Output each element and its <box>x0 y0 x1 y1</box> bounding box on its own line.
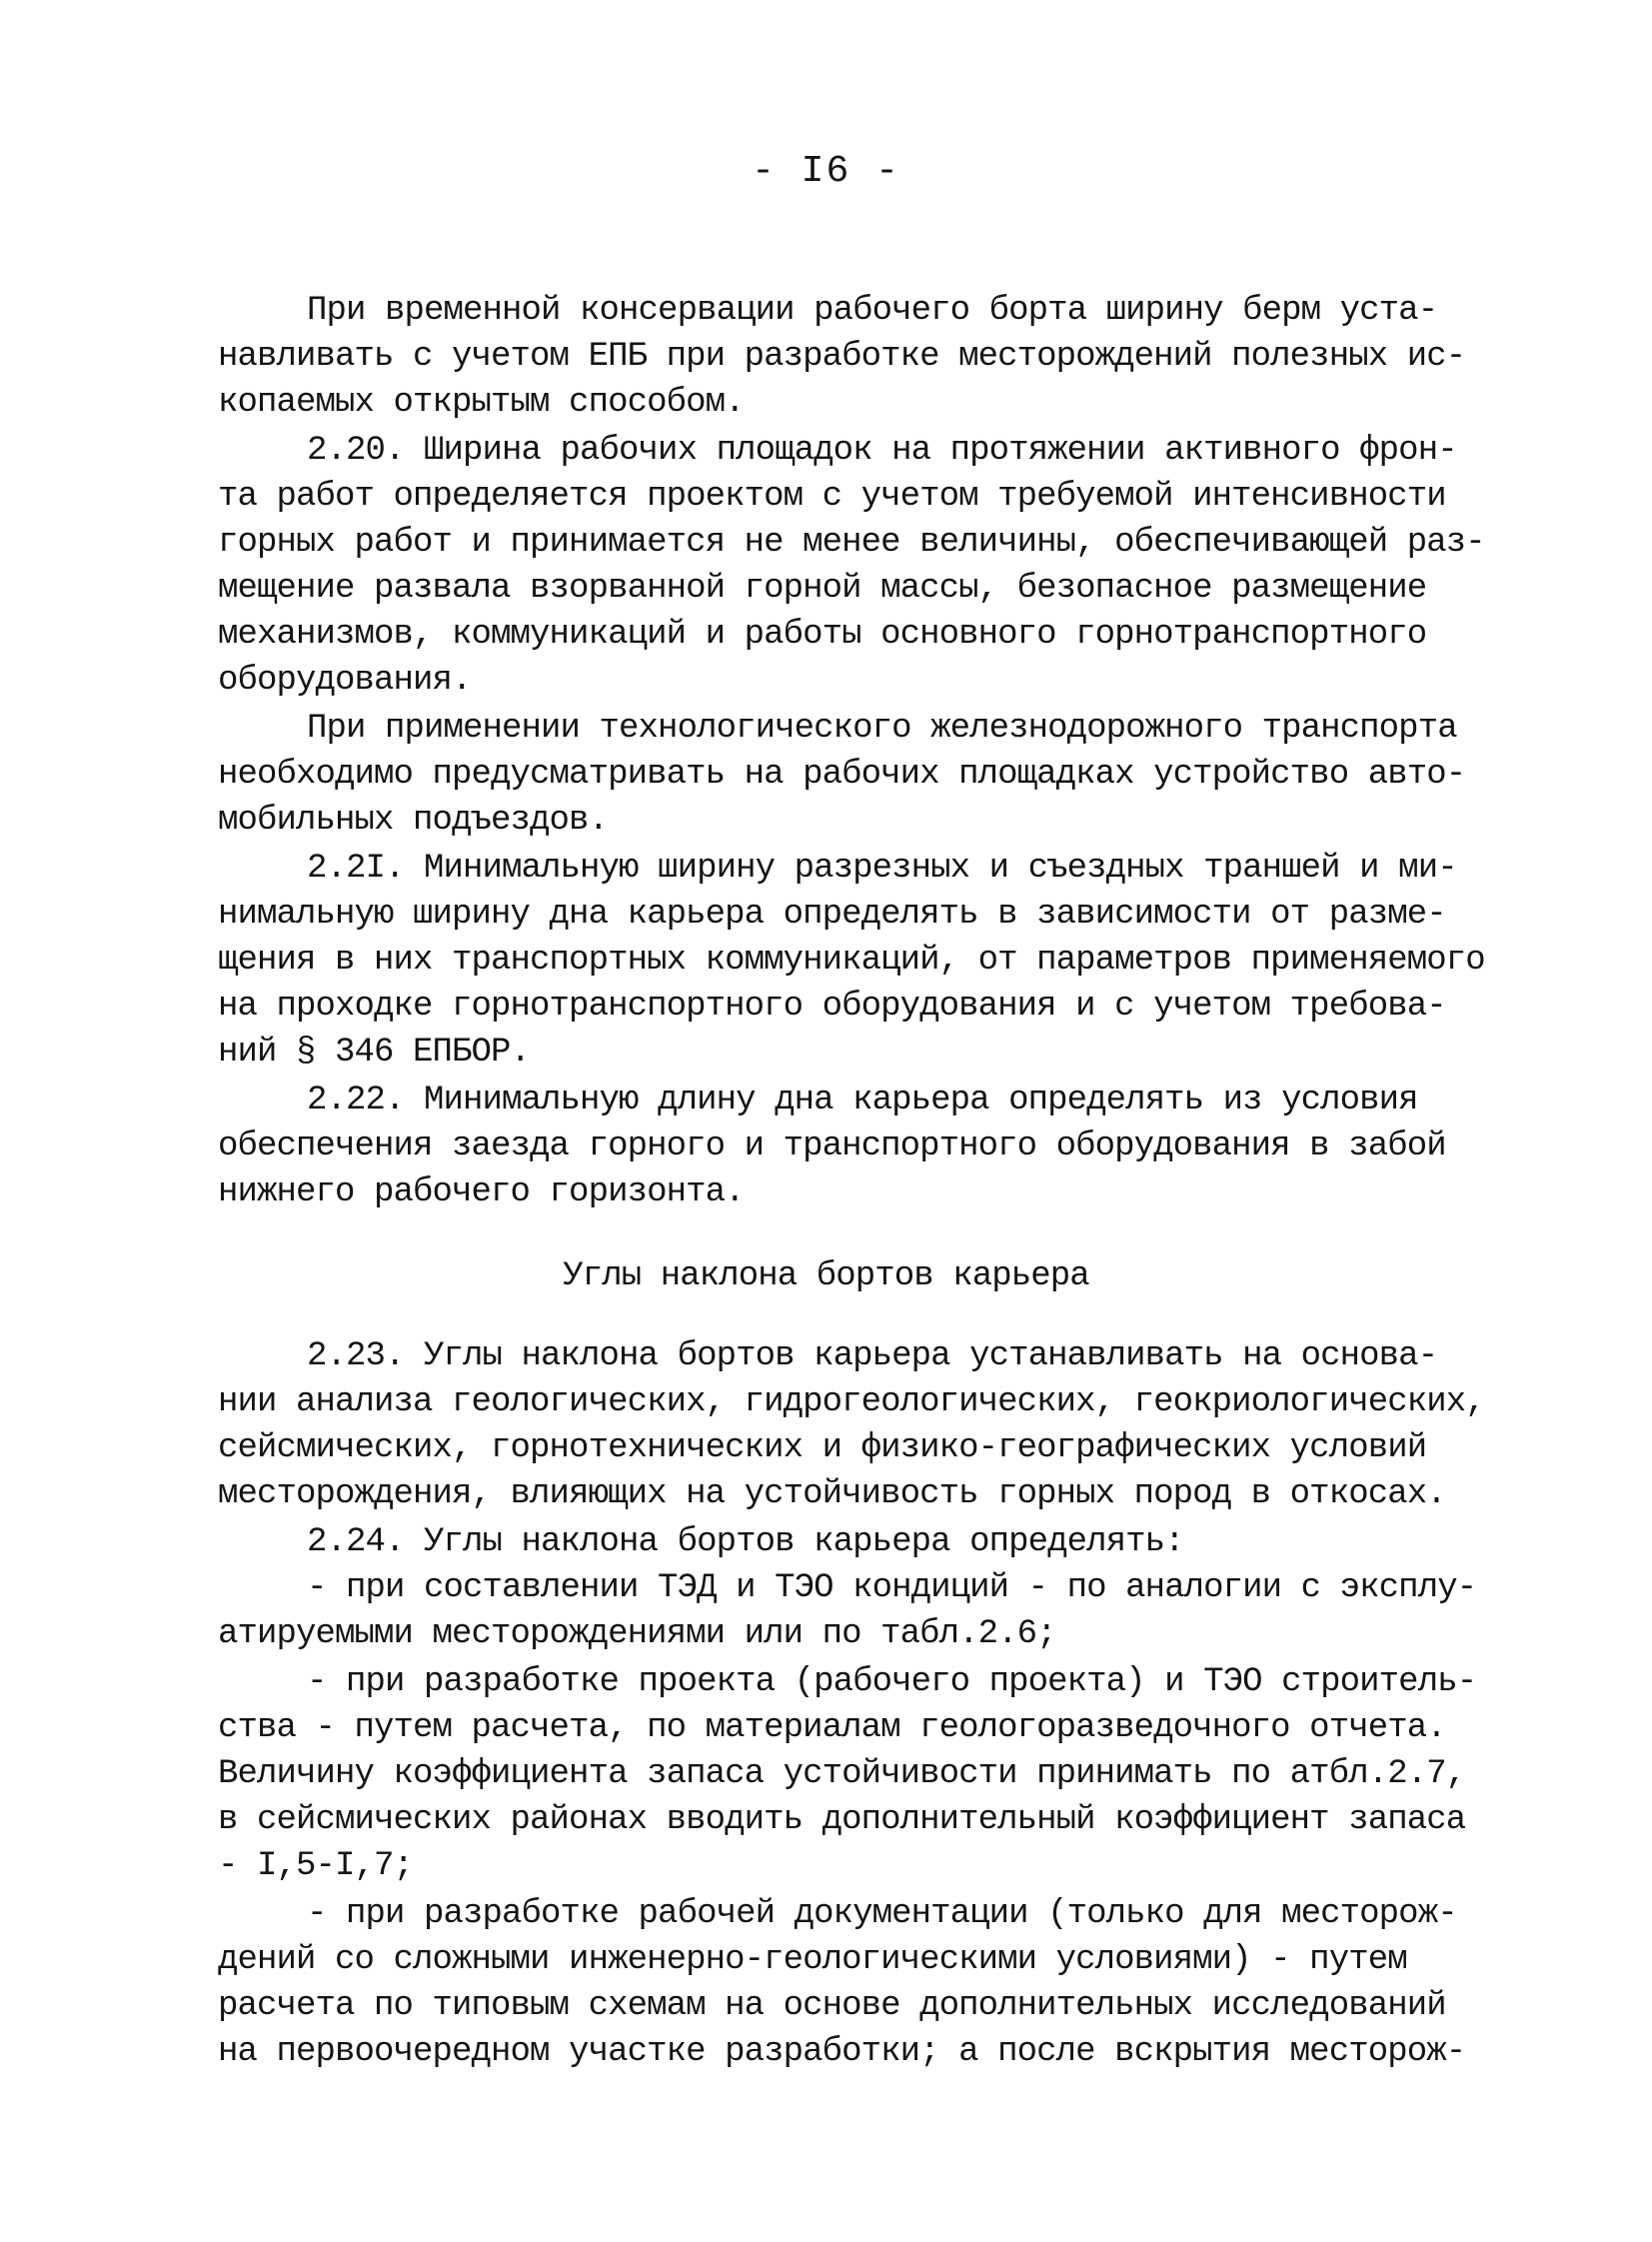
text-line: Величину коэффициента запаса устойчивости принимать по атбл.2.7, <box>218 1755 1466 1793</box>
text-line: - при составлении ТЭД и ТЭО кондиций - по аналогии с эксплу- <box>307 1569 1477 1607</box>
text-line: сейсмических, горнотехнических и физико-географических условий <box>218 1429 1427 1467</box>
text-line: мещение развала взорванной горной массы, безопасное размещение <box>218 570 1427 608</box>
text-line: на проходке горнотранспортного оборудования и с учетом требова- <box>218 988 1446 1026</box>
text-line: 2.24. Углы наклона бортов карьера определять: <box>307 1523 1184 1561</box>
text-line: обеспечения заезда горного и транспортного оборудования в забой <box>218 1127 1446 1165</box>
text-line: При временной консервации рабочего борта ширину берм уста- <box>307 292 1438 330</box>
text-line: дений со сложными инженерно-геологическими условиями) - путем <box>218 1941 1407 1979</box>
text-line: - I,5-I,7; <box>218 1847 414 1885</box>
text-line: расчета по типовым схемам на основе дополнительных исследований <box>218 1987 1446 2025</box>
text-line: навливать с учетом ЕПБ при разработке месторождений полезных ис- <box>218 338 1466 376</box>
section-heading: Углы наклона бортов карьера <box>563 1257 1089 1295</box>
text-line: горных работ и принимается не менее величины, обеспечивающей раз- <box>218 524 1485 562</box>
text-line: копаемых открытым способом. <box>218 384 745 422</box>
text-line: щения в них транспортных коммуникаций, от параметров применяемого <box>218 942 1485 980</box>
text-line: необходимо предусматривать на рабочих площадках устройство авто- <box>218 756 1466 794</box>
text-line: механизмов, коммуникаций и работы основного горнотранспортного <box>218 616 1427 654</box>
text-line: 2.20. Ширина рабочих площадок на протяжении активного фрон- <box>307 432 1457 470</box>
text-line: месторождения, влияющих на устойчивость горных пород в откосах. <box>218 1475 1446 1513</box>
text-line: - при разработке рабочей документации (только для месторож- <box>307 1895 1457 1933</box>
text-line: ний § 346 ЕПБОР. <box>218 1034 531 1072</box>
text-line: нии анализа геологических, гидрогеологических, геокриологических, <box>218 1383 1485 1421</box>
text-line: та работ определяется проектом с учетом требуемой интенсивности <box>218 478 1446 516</box>
text-line: 2.22. Минимальную длину дна карьера определять из условия <box>307 1082 1418 1120</box>
page-number: - I6 - <box>752 150 900 193</box>
text-line: 2.2I. Минимальную ширину разрезных и съездных траншей и ми- <box>307 850 1457 888</box>
text-line: нижнего рабочего горизонта. <box>218 1173 745 1211</box>
text-line: оборудования. <box>218 662 472 700</box>
text-line: мобильных подъездов. <box>218 802 609 840</box>
text-line: нимальную ширину дна карьера определять в зависимости от разме- <box>218 896 1446 934</box>
text-line: 2.23. Углы наклона бортов карьера устанавливать на основа- <box>307 1337 1438 1375</box>
text-line: При применении технологического железнодорожного транспорта <box>307 710 1457 748</box>
text-line: на первоочередном участке разработки; а после вскрытия месторож- <box>218 2033 1466 2071</box>
text-line: ства - путем расчета, по материалам геологоразведочного отчета. <box>218 1709 1446 1747</box>
text-line: атируемыми месторождениями или по табл.2.6; <box>218 1615 1056 1653</box>
text-line: в сейсмических районах вводить дополнительный коэффициент запаса <box>218 1801 1466 1839</box>
text-line: - при разработке проекта (рабочего проекта) и ТЭО строитель- <box>307 1663 1477 1701</box>
